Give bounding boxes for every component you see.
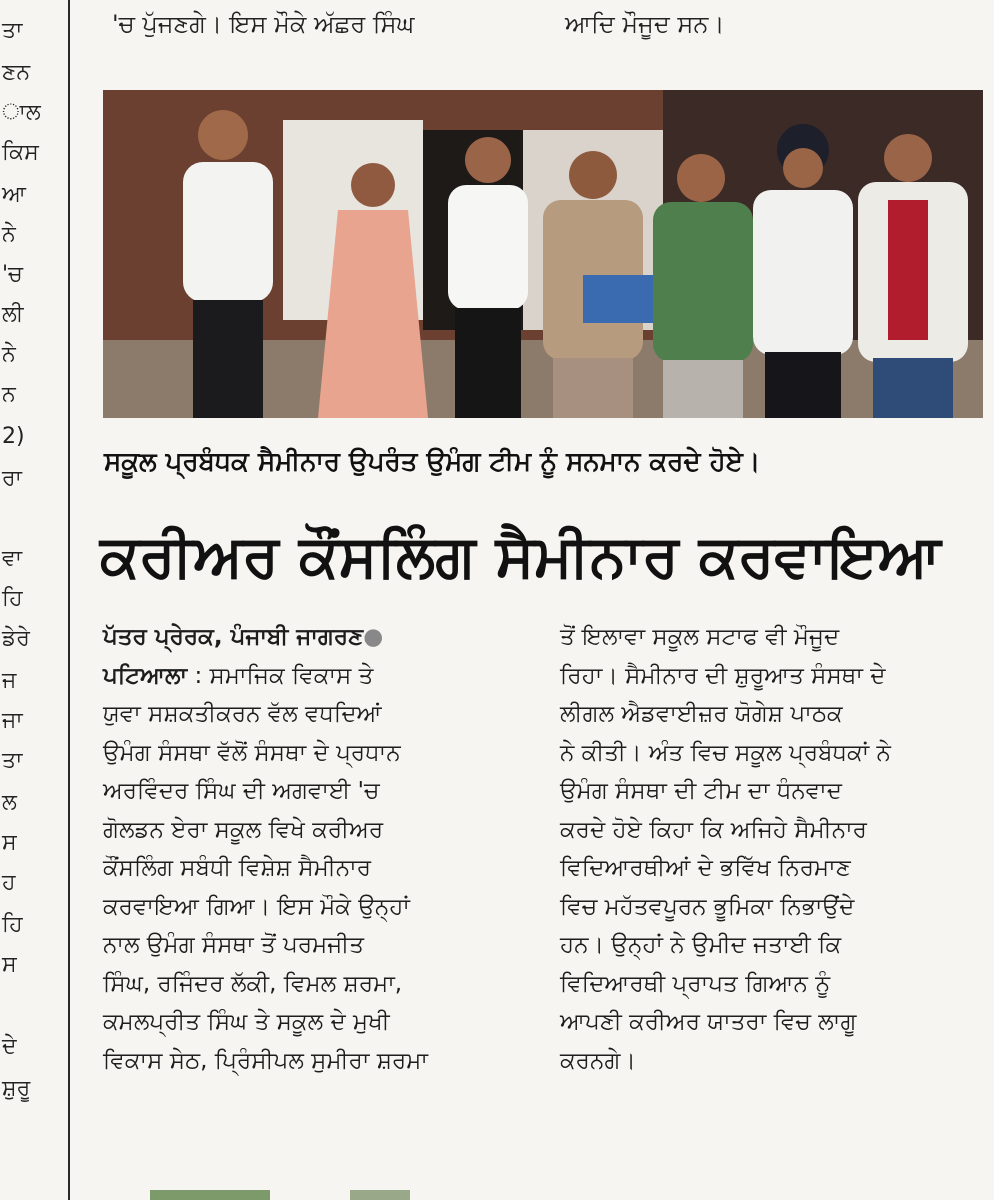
fragment-line: ਤਾ <box>2 748 23 773</box>
body-text-line: ਯੁਵਾ ਸਸ਼ਕਤੀਕਰਨ ਵੱਲ ਵਧਦਿਆਂ <box>103 701 382 727</box>
article-headline: ਕਰੀਅਰ ਕੌਂਸਲਿੰਗ ਸੈਮੀਨਾਰ ਕਰਵਾਇਆ <box>100 522 941 590</box>
body-text-line: ਲੀਗਲ ਐਡਵਾਈਜ਼ਰ ਯੋਗੇਸ਼ ਪਾਠਕ <box>560 701 843 727</box>
news-photo <box>103 90 983 418</box>
previous-story-tail-left: 'ਚ ਪੁੱਜਣਗੇ। ਇਸ ਮੌਕੇ ਅੱਛਰ ਸਿੰਘ <box>112 10 415 38</box>
fragment-line: ਹਿ <box>2 586 23 611</box>
body-text-line: ਗੋਲਡਨ ਏਰਾ ਸਕੂਲ ਵਿਖੇ ਕਰੀਅਰ <box>103 816 384 843</box>
byline-bullet: ● <box>363 624 384 650</box>
fragment-line: ਤਾ <box>2 18 23 43</box>
fragment-line: ਆ <box>2 182 26 207</box>
adjacent-column-fragments <box>0 0 64 1200</box>
fragment-line: ਸ਼ੁਰੂ <box>2 1076 31 1101</box>
article-column-2 <box>560 618 990 1080</box>
fragment-line: ਡੇਰੇ <box>2 626 30 651</box>
fragment-line: ਸ <box>2 830 17 855</box>
body-text-line: ਹਨ। ਉਨ੍ਹਾਂ ਨੇ ਉਮੀਦ ਜਤਾਈ ਕਿ <box>560 932 842 958</box>
body-text-line: ਕਰਨਗੇ। <box>560 1047 636 1074</box>
body-text-line: ਵਿਕਾਸ ਸੇਠ, ਪ੍ਰਿੰਸੀਪਲ ਸੁਮੀਰਾ ਸ਼ਰਮਾ <box>103 1047 428 1074</box>
next-photo-edge <box>150 1190 270 1200</box>
fragment-line: ਹ <box>2 870 16 895</box>
body-text-line: ਅਰਵਿੰਦਰ ਸਿੰਘ ਦੀ ਅਗਵਾਈ 'ਚ <box>103 778 380 804</box>
fragment-line: ਾਲ <box>2 100 41 125</box>
fragment-line: ਦੇ <box>2 1034 17 1059</box>
body-text-line: ਤੋਂ ਇਲਾਵਾ ਸਕੂਲ ਸਟਾਫ ਵੀ ਮੌਜੂਦ <box>560 624 840 650</box>
fragment-line: ਹਿ <box>2 912 23 937</box>
body-text-line: ਵਿਦਿਆਰਥੀ ਪ੍ਰਾਪਤ ਗਿਆਨ ਨੂੰ <box>560 970 831 997</box>
fragment-line: ਨੇ <box>2 342 16 367</box>
body-text-line: ਕਮਲਪ੍ਰੀਤ ਸਿੰਘ ਤੇ ਸਕੂਲ ਦੇ ਮੁਖੀ <box>103 1009 390 1035</box>
body-text-line: ਉਮੰਗ ਸੰਸਥਾ ਵੱਲੋਂ ਸੰਸਥਾ ਦੇ ਪ੍ਰਧਾਨ <box>103 739 401 766</box>
body-text-line: ਆਪਣੀ ਕਰੀਅਰ ਯਾਤਰਾ ਵਿਚ ਲਾਗੂ <box>560 1009 857 1035</box>
next-photo-edge <box>350 1190 410 1200</box>
body-text-line: ਸਿੰਘ, ਰਜਿੰਦਰ ਲੱਕੀ, ਵਿਮਲ ਸ਼ਰਮਾ, <box>103 970 403 997</box>
byline: ਪੱਤਰ ਪ੍ਰੇਰਕ, ਪੰਜਾਬੀ ਜਾਗਰਣ <box>103 624 364 650</box>
body-text-line: ਨੇ ਕੀਤੀ। ਅੰਤ ਵਿਚ ਸਕੂਲ ਪ੍ਰਬੰਧਕਾਂ ਨੇ <box>560 739 891 766</box>
body-text-line: ਵਿਦਿਆਰਥੀਆਂ ਦੇ ਭਵਿੱਖ ਨਿਰਮਾਣ <box>560 855 851 881</box>
fragment-line: ਣਨ <box>2 60 31 85</box>
body-text-line: ਕਰਦੇ ਹੋਏ ਕਿਹਾ ਕਿ ਅਜਿਹੇ ਸੈਮੀਨਾਰ <box>560 816 867 843</box>
fragment-line: ਜ <box>2 668 17 693</box>
group-photo-illustration <box>103 90 983 418</box>
fragment-line: 2) <box>2 424 25 449</box>
article-column-1 <box>103 618 523 1080</box>
body-text-line: ਵਿਚ ਮਹੱਤਵਪੂਰਨ ਭੂਮਿਕਾ ਨਿਭਾਉਂਦੇ <box>560 893 855 920</box>
body-text-line: ਉਮੰਗ ਸੰਸਥਾ ਦੀ ਟੀਮ ਦਾ ਧੰਨਵਾਦ <box>560 778 842 804</box>
fragment-line: ਲੀ <box>2 302 24 327</box>
byline-line <box>103 618 523 657</box>
body-text-line: ਕੌਂਸਲਿੰਗ ਸਬੰਧੀ ਵਿਸ਼ੇਸ਼ ਸੈਮੀਨਾਰ <box>103 855 372 881</box>
fragment-line: ਜਾ <box>2 708 23 733</box>
fragment-line: 'ਚ <box>2 262 23 287</box>
body-text-line: ਰਿਹਾ। ਸੈਮੀਨਾਰ ਦੀ ਸ਼ੁਰੂਆਤ ਸੰਸਥਾ ਦੇ <box>560 662 886 689</box>
body-text-line: : ਸਮਾਜਿਕ ਵਿਕਾਸ ਤੇ <box>194 662 374 689</box>
photo-caption: ਸਕੂਲ ਪ੍ਰਬੰਧਕ ਸੈਮੀਨਾਰ ਉਪਰੰਤ ਉਮੰਗ ਟੀਮ ਨੂੰ ਸਨਮਾਨ ਕਰਦੇ ਹੋਏ। <box>104 447 761 477</box>
fragment-line: ਨ <box>2 382 16 407</box>
fragment-line: ਲ <box>2 790 17 815</box>
fragment-line: ਵਾ <box>2 546 23 571</box>
fragment-line: ਸ <box>2 952 17 977</box>
column-divider <box>68 0 70 1200</box>
dateline-line <box>103 657 523 696</box>
fragment-line: ਨੇ <box>2 222 16 247</box>
fragment-line: ਰਾ <box>2 466 22 491</box>
previous-story-tail-right: ਆਦਿ ਮੌਜੂਦ ਸਨ। <box>565 10 725 38</box>
body-text-line: ਕਰਵਾਇਆ ਗਿਆ। ਇਸ ਮੌਕੇ ਉਨ੍ਹਾਂ <box>103 893 410 920</box>
dateline: ਪਟਿਆਲਾ <box>103 662 188 689</box>
fragment-line: ਕਿਸ <box>2 140 39 165</box>
body-text-line: ਨਾਲ ਉਮੰਗ ਸੰਸਥਾ ਤੋਂ ਪਰਮਜੀਤ <box>103 932 364 958</box>
